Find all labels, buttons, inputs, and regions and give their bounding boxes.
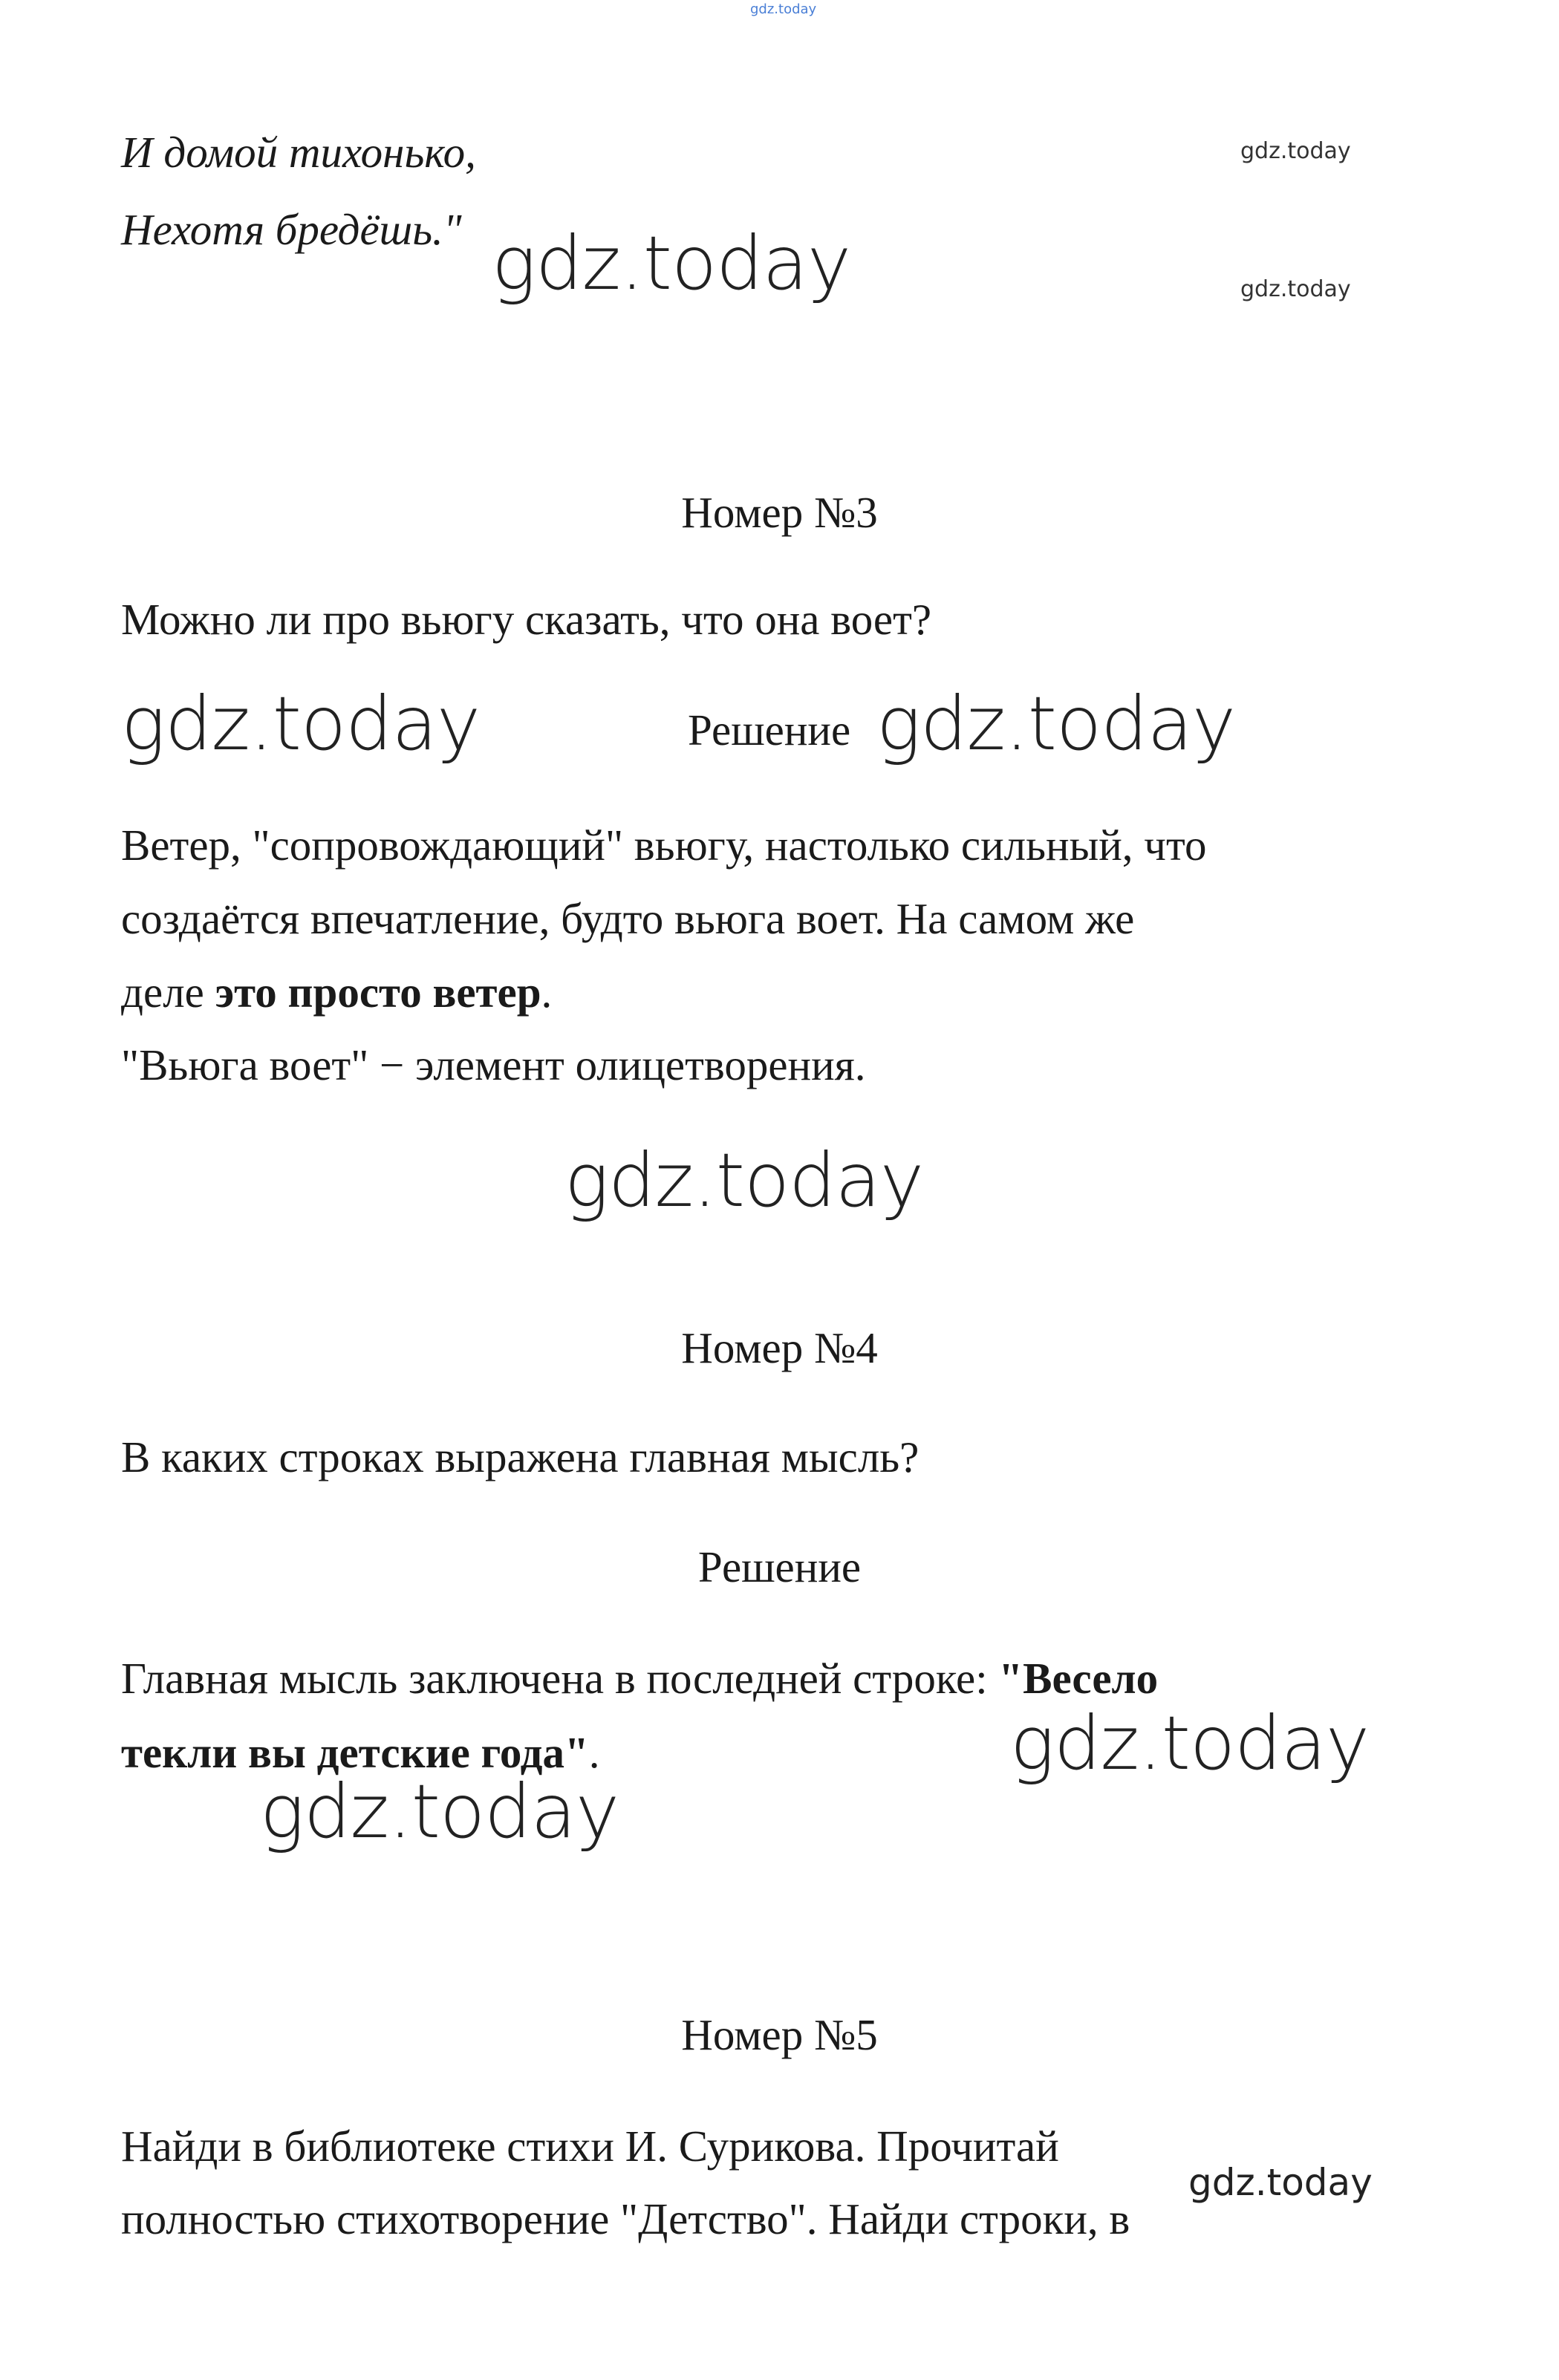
task3-answer-line-3-post: . (541, 968, 553, 1017)
watermark-5: gdz.today (1010, 1700, 1370, 1787)
watermark-1: gdz.today (492, 220, 851, 307)
task3-answer-bold: это просто ветер (215, 968, 541, 1017)
task3-question: Можно ли про вьюгу сказать, что она воет? (121, 595, 932, 644)
task3-answer-line-4: "Вьюга воет" − элемент олицетворения. (121, 1040, 866, 1089)
task3-heading: Номер №3 (681, 488, 878, 537)
task4-answer-line-2-post: . (588, 1728, 600, 1777)
watermark-2: gdz.today (121, 680, 481, 767)
watermark-4: gdz.today (564, 1137, 924, 1224)
task3-answer-line-3 (121, 955, 552, 1029)
watermark-small-1: gdz.today (1240, 138, 1351, 164)
task3-solution-label: Решение (688, 705, 851, 754)
task4-solution-label: Решение (697, 1542, 862, 1591)
watermark-6: gdz.today (260, 1768, 619, 1855)
task3-answer-line-3-pre: деле (121, 968, 215, 1017)
task4-question: В каких строках выражена главная мысль? (121, 1432, 920, 1481)
poem-line-2: Нехотя бредёшь." (121, 205, 462, 254)
poem-line-1: И домой тихонько, (121, 128, 476, 177)
task4-answer-line-1-pre: Главная мысль заключена в последней строке: (121, 1654, 999, 1703)
top-watermark: gdz.today (750, 1, 817, 17)
task4-heading: Номер №4 (681, 1323, 878, 1372)
watermark-small-2: gdz.today (1240, 276, 1351, 302)
task5-question-line-2: полностью стихотворение "Детство". Найди строки, в (121, 2194, 1130, 2243)
task3-answer-line-2: создаётся впечатление, будто вьюга воет. На самом же (121, 894, 1135, 943)
watermark-3: gdz.today (876, 680, 1236, 767)
task5-question-line-1: Найди в библиотеке стихи И. Сурикова. Прочитай (121, 2122, 1059, 2171)
task4-answer-bold-1: "Весело (998, 1654, 1159, 1703)
task5-heading: Номер №5 (681, 2010, 878, 2059)
task4-answer-line-1 (121, 1641, 1158, 1715)
task3-answer-line-1: Ветер, "сопровождающий" вьюгу, настолько сильный, что (121, 821, 1207, 870)
task4-answer-bold-2: текли вы детские года" (121, 1728, 589, 1777)
watermark-7: gdz.today (1188, 2161, 1373, 2204)
